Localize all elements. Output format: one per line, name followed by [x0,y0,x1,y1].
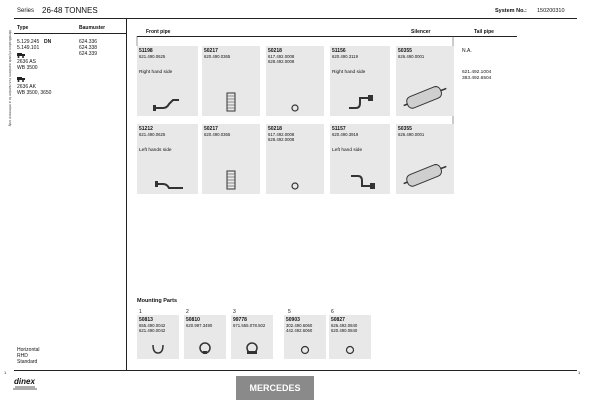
mounting-item-99778[interactable]: 99778 671.555.078.502 [231,315,273,359]
silencer-heading: Silencer [411,29,431,35]
pipe-icon [153,98,183,112]
mounting-heading: Mounting Parts [137,298,178,304]
model-2: 2636 AK [17,84,36,90]
model-1: 2636 AS [17,59,36,65]
mounting-num: 3 [233,309,236,315]
truck-icon [17,52,25,58]
tail-pipe-heading: Tail pipe [474,29,494,35]
series-value: 26-48 TONNES [42,6,98,15]
tail-pipe-code: N.A. [462,48,472,54]
clamp-icon [244,341,260,355]
gasket-icon [290,104,300,112]
type-line-2: 5.149.101 [17,45,40,51]
pipe-icon [155,178,185,192]
type-line-1: 5.129.245 [17,39,40,45]
part-box-silencer-bottom[interactable]: 50355 626.490.0001 [396,124,454,194]
mounting-item-50903[interactable]: 50903 302.490.6060 442.492.6060 [284,315,326,359]
mounting-num: 6 [331,309,334,315]
wb-1: WB 3500 [17,65,38,71]
gasket-icon [344,345,356,355]
flex-pipe-icon [224,92,238,112]
system-value: 150200310 [537,8,565,14]
header-divider [14,18,577,19]
page-number-right: 1 [578,370,581,375]
part-box-silencer-top[interactable]: 50355 626.490.0001 [396,46,454,116]
mounting-num: 2 [186,309,189,315]
footer-line-standard: Standard [17,359,38,365]
tail-pipe-ref-2: 383.492.6504 [462,76,492,81]
bend-pipe-icon [346,94,376,112]
mounting-num: 1 [139,309,142,315]
page-number-left: 1 [4,370,7,375]
tail-pipe-ref-1: 621.492.1004 [462,70,492,75]
system-label: System No.: [495,8,527,14]
wb-2: WB 3500, 3650 [17,90,52,96]
baumuster-line-3: 624.339 [79,51,98,57]
flex-pipe-icon [224,170,238,190]
vertical-note: Identification of parts numbers in a number to a reference only [8,30,12,127]
bend-pipe-icon [348,172,378,190]
gasket-icon [290,182,300,190]
panel-divider [126,18,127,370]
baumuster-line-2: 624.338 [79,45,98,51]
part-box-front-pipe-lh-2[interactable]: 51157 620.490.3919 Left hand side [330,124,390,194]
truck-icon [17,76,25,82]
silencer-icon [400,160,450,190]
type-suffix: DN [44,39,52,45]
part-box-front-pipe-rh[interactable]: 51198 621.490.0625 Right hand side [137,46,198,116]
footer-line-horizontal: Horizontal [17,347,40,353]
series-label: Series [17,8,35,14]
part-box-50217-bottom[interactable]: 50217 620.490.0365 [202,124,260,194]
mounting-num: 5 [288,309,291,315]
part-box-front-pipe-lh[interactable]: 51212 621.490.0625 Left hands side [137,124,198,194]
type-divider [14,33,126,34]
brand-banner: MERCEDES [236,376,314,400]
mounting-item-50827[interactable]: 50827 626.492.0840 620.490.0840 [329,315,371,359]
part-box-front-pipe-rh-2[interactable]: 51156 620.490.3119 Right hand side [330,46,390,116]
mounting-item-50810[interactable]: 50810 620.997.3490 [184,315,226,359]
dinex-logo: dinex [14,377,35,386]
mounting-item-50813[interactable]: 50813 655.490.0042 621.490.0042 [137,315,179,359]
logo-underline [13,386,39,390]
footer-line-rhd: RHD [17,353,28,359]
part-box-50218-bottom[interactable]: 50218 617.492.0008 628.492.0008 [266,124,324,194]
clamp-icon [197,341,213,355]
part-box-50218-top[interactable]: 50218 617.492.0008 628.492.0008 [266,46,324,116]
baumuster-heading: Baumuster [79,25,106,31]
silencer-icon [400,82,450,112]
gasket-icon [299,345,311,355]
clamp-icon [151,343,165,355]
footer-divider [14,370,577,371]
type-heading: Type [17,25,29,31]
front-pipe-heading: Front pipe [146,29,171,35]
baumuster-line-1: 624.336 [79,39,98,45]
part-box-50217-top[interactable]: 50217 620.490.0365 [202,46,260,116]
